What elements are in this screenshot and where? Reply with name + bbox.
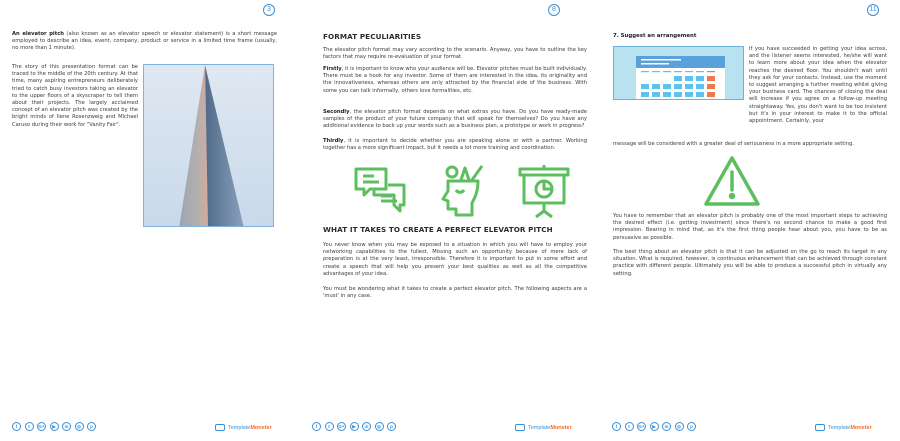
google-plus-icon[interactable]: G+ (38, 424, 45, 429)
paragraph: You never know when you may be exposed to a situation in which you will have to employ your networking capabilities to the fullest. Missing such an opportunity because of mere lack of preparation is at the very least, irresponsible. Therefore it is important to put in some effort and create a speech that will help you present your best qualities as well as all the competitive advantages of your idea. (323, 242, 587, 277)
facebook-icon[interactable]: f (612, 422, 621, 431)
instagram-icon[interactable]: ◎ (375, 422, 384, 431)
brand-name-part1: Template (528, 424, 551, 431)
heading-format-peculiarities: FORMAT PECULIARITIES (323, 32, 422, 41)
bold-lead: Firstly (323, 66, 342, 72)
calendar-illustration (613, 46, 744, 100)
page-8 (300, 0, 600, 441)
text: , the elevator pitch format depends on what extras you have. Do you have ready-made samples of the product of your future company that will speak for themselves? Do you have any additional evidence to back up your words such as a business plan, a prototype or work in progress? (323, 109, 587, 130)
page-number: 11 (867, 4, 879, 16)
brand-logo-icon (815, 424, 825, 431)
youtube-icon[interactable]: ▶ (650, 422, 659, 431)
icon-row (352, 163, 572, 219)
twitter-icon[interactable]: t (325, 422, 334, 431)
page-3 (0, 0, 300, 441)
page-11 (600, 0, 900, 441)
brand-logo[interactable] (815, 424, 872, 431)
bold-lead: Secondly (323, 109, 350, 115)
social-links (312, 422, 396, 431)
text: , it is important to know who your audience will be. Elevator pitches must be built individually. There must be a hook for any investor. Some of them are interested in the idea, its originality and the innovativeness, whereas others are only attracted by the financial side of the business. With some you can talk informally, others love formalities, etc. (323, 66, 587, 94)
skyscraper-photo (143, 64, 274, 227)
pinterest-icon[interactable]: p (687, 422, 696, 431)
social-links (612, 422, 696, 431)
instagram-icon[interactable]: ◎ (75, 422, 84, 431)
warning-icon (703, 155, 761, 207)
social-links (12, 422, 96, 431)
brand-logo[interactable] (515, 424, 572, 431)
facebook-icon[interactable]: f (312, 422, 321, 431)
paragraph-firstly (323, 66, 587, 95)
page-number: 3 (263, 4, 275, 16)
instagram-icon[interactable]: ◎ (675, 422, 684, 431)
paragraph: The best thing about an elevator pitch is that it can be adjusted on the go to reach its target in any situation. What is required, however, is continuous enhancement that can be achieved through constant practice with different people. Ultimately you will be able to produce a successful pitch in virtually any setting. (613, 249, 887, 277)
heading-perfect-pitch: WHAT IT TAKES TO CREATE A PERFECT ELEVATOR PITCH (323, 225, 553, 234)
linkedin-icon[interactable]: in (62, 422, 71, 431)
presentation-board-icon (516, 163, 572, 219)
linkedin-icon[interactable]: in (362, 422, 371, 431)
youtube-icon[interactable]: ▶ (350, 422, 359, 431)
chat-bubbles-icon (352, 163, 408, 219)
paragraph-arrangement: If you have succeeded in getting your idea across, and the listener seems interested, he/she will want to learn more about your idea when the elevator reaches the desired floor. You shouldn't wait until they ask for your contacts. Instead, use the moment to suggest arranging a further meeting whilst giving your business card. The chances of closing the deal will increase if you agree on a follow-up meeting straightaway. Yes, you don't want to be too insistent but it's in your interest to make it to the official appointment. Certainly, your (749, 46, 887, 125)
paragraph: You must be wondering what it takes to create a perfect elevator pitch. The following aspects are a 'must' in any case. (323, 286, 587, 300)
paragraph: You have to remember that an elevator pitch is probably one of the most important steps to achieving the desired effect (i.e. getting investment) since there's no second chance to make a good first impression. Bearing in mind that, as it's the first thing people hear about you, you have to be as persuasive as possible. (613, 213, 887, 241)
page-number: 8 (548, 4, 560, 16)
text: , it is important to decide whether you are speaking alone or with a partner. Working together has a more significant impact, but it needs a lot more training and coordination. (323, 138, 587, 152)
brand-logo-icon (215, 424, 225, 431)
intro-text: (also known as an elevator speech or elevator statement) is a short message employed to describe an idea, event, company, product or service in a limited time frame (usually, no more than 1 minute). (12, 31, 278, 52)
brand-logo[interactable] (215, 424, 272, 431)
brand-name-part2: Monster (550, 424, 572, 431)
google-plus-icon[interactable]: G+ (638, 424, 645, 429)
paragraph-continuation: message will be considered with a greater deal of seriousness in a more appropriate setting. (613, 141, 854, 147)
brand-name-part1: Template (828, 424, 851, 431)
linkedin-icon[interactable]: in (662, 422, 671, 431)
facebook-icon[interactable]: f (12, 422, 21, 431)
google-plus-icon[interactable]: G+ (338, 424, 345, 429)
intro-bold: An elevator pitch (12, 31, 64, 37)
brand-name-part1: Template (228, 424, 251, 431)
twitter-icon[interactable]: t (625, 422, 634, 431)
bold-lead: Thirdly (323, 138, 344, 144)
brand-name-part2: Monster (850, 424, 872, 431)
intro-paragraph (12, 31, 277, 53)
story-paragraph: The story of this presentation format can be traced to the middle of the 20th century. At that time, many aspiring entrepreneurs deliberately tried to catch busy investors taking an elevator to the upper floors of a skyscraper to tell them about their projects. The largely acclaimed concept of an elevator pitch was created by the bright minds of Ilene Rosenzweig and Michael Caruso during their work for "Vanity Fair". (12, 64, 138, 128)
creative-head-icon (434, 163, 490, 219)
paragraph-thirdly (323, 138, 587, 152)
brand-name-part2: Monster (250, 424, 272, 431)
pinterest-icon[interactable]: p (87, 422, 96, 431)
twitter-icon[interactable]: t (25, 422, 34, 431)
paragraph: The elevator pitch format may vary according to the scenario. Anyway, you have to outline the key factors that may require re-evaluation of your format. (323, 47, 587, 61)
youtube-icon[interactable]: ▶ (50, 422, 59, 431)
paragraph-secondly (323, 109, 587, 131)
brand-logo-icon (515, 424, 525, 431)
pinterest-icon[interactable]: p (387, 422, 396, 431)
heading-suggest-arrangement: 7. Suggest an arrangement (613, 33, 697, 39)
